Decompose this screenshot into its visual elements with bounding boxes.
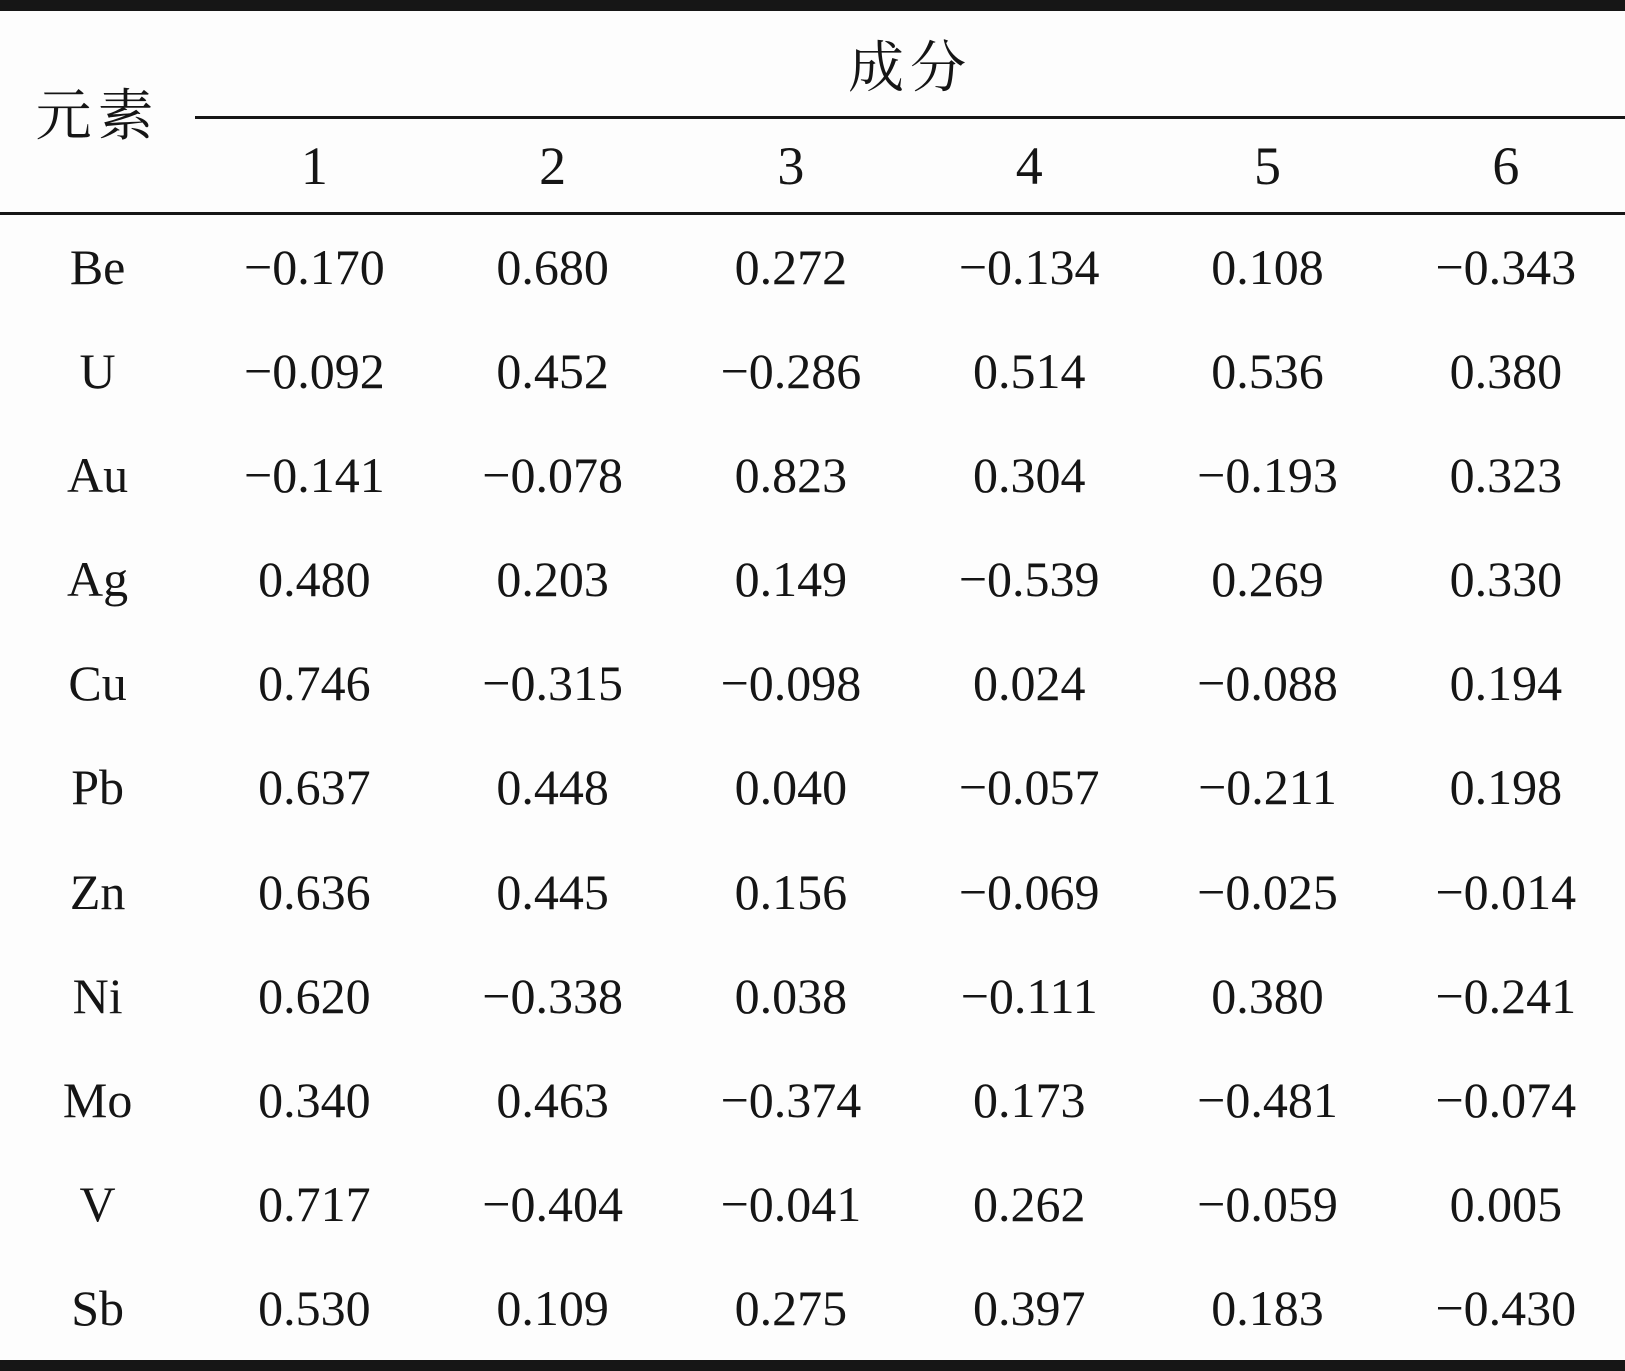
value-cell: 0.746	[258, 655, 371, 712]
value-cell: −0.078	[482, 447, 623, 504]
value-cell: 0.380	[1449, 343, 1563, 400]
element-cell: Mo	[62, 1071, 133, 1128]
element-cell: V	[79, 1175, 116, 1232]
table-row-cu	[0, 631, 1625, 735]
value-cell: −0.241	[1435, 967, 1577, 1024]
value-cell: 0.198	[1449, 759, 1563, 816]
value-cell: −0.343	[1435, 239, 1577, 296]
value-cell: 0.038	[734, 967, 848, 1024]
value-cell: 0.262	[972, 1175, 1086, 1232]
group-header-row	[0, 6, 1625, 118]
value-cell: −0.074	[1435, 1071, 1577, 1128]
element-cell: Be	[69, 239, 126, 296]
col-header-5: 5	[1148, 118, 1386, 214]
col-header-4: 4	[910, 118, 1148, 214]
value-cell: −0.539	[958, 551, 1100, 608]
table-row-u	[0, 319, 1625, 423]
table-row-au	[0, 423, 1625, 527]
col-header-3: 3	[672, 118, 910, 214]
value-cell: −0.170	[244, 239, 385, 296]
table-row-ni	[0, 944, 1625, 1048]
table-row-mo	[0, 1048, 1625, 1152]
value-cell: 0.304	[972, 447, 1086, 504]
table-row-sb	[0, 1256, 1625, 1366]
value-cell: 0.005	[1449, 1175, 1563, 1232]
value-cell: 0.680	[496, 239, 609, 296]
value-cell: 0.040	[734, 759, 848, 816]
element-cell: Ag	[67, 551, 129, 608]
value-cell: −0.088	[1197, 655, 1338, 712]
value-cell: −0.481	[1197, 1071, 1338, 1128]
value-cell: −0.014	[1435, 863, 1577, 920]
table-row-v	[0, 1152, 1625, 1256]
value-cell: 0.275	[734, 1279, 848, 1336]
col-header-1: 1	[195, 118, 433, 214]
value-cell: 0.323	[1449, 447, 1563, 504]
value-cell: −0.211	[1198, 759, 1337, 816]
value-cell: 0.463	[496, 1071, 609, 1128]
value-cell: 0.514	[972, 343, 1086, 400]
value-cell: −0.069	[958, 863, 1100, 920]
value-cell: 0.445	[496, 863, 609, 920]
value-cell: 0.340	[258, 1071, 371, 1128]
element-cell: Pb	[71, 759, 125, 816]
value-cell: −0.059	[1197, 1175, 1338, 1232]
value-cell: −0.111	[960, 967, 1098, 1024]
value-cell: 0.149	[734, 551, 848, 608]
value-cell: 0.173	[972, 1071, 1086, 1128]
table-row-ag	[0, 527, 1625, 631]
element-cell: Au	[67, 447, 129, 504]
table-body	[0, 214, 1625, 1366]
value-cell: −0.193	[1197, 447, 1338, 504]
value-cell: −0.098	[720, 655, 862, 712]
row-header-element: 元素	[0, 6, 195, 214]
value-cell: −0.092	[244, 343, 385, 400]
value-cell: 0.397	[972, 1279, 1086, 1336]
table-row-pb	[0, 735, 1625, 839]
value-cell: 0.620	[258, 967, 371, 1024]
value-cell: −0.404	[482, 1175, 623, 1232]
value-cell: 0.536	[1211, 343, 1324, 400]
value-cell: 0.330	[1449, 551, 1563, 608]
value-cell: 0.194	[1449, 655, 1563, 712]
value-cell: −0.315	[482, 655, 623, 712]
value-cell: 0.452	[496, 343, 609, 400]
element-cell: Ni	[72, 967, 123, 1024]
value-cell: 0.203	[496, 551, 609, 608]
value-cell: −0.374	[720, 1071, 862, 1128]
value-cell: 0.530	[258, 1279, 371, 1336]
value-cell: 0.823	[734, 447, 848, 504]
value-cell: 0.269	[1211, 551, 1324, 608]
value-cell: −0.025	[1197, 863, 1338, 920]
value-cell: −0.141	[244, 447, 385, 504]
col-header-6: 6	[1387, 118, 1625, 214]
value-cell: 0.272	[734, 239, 848, 296]
value-cell: 0.380	[1211, 967, 1324, 1024]
value-cell: 0.637	[258, 759, 371, 816]
column-number-row	[0, 118, 1625, 214]
value-cell: 0.108	[1211, 239, 1324, 296]
value-cell: −0.041	[720, 1175, 862, 1232]
value-cell: −0.286	[720, 343, 862, 400]
value-cell: 0.636	[258, 863, 371, 920]
value-cell: −0.057	[958, 759, 1100, 816]
element-cell: U	[79, 343, 116, 400]
value-cell: −0.134	[958, 239, 1100, 296]
value-cell: 0.448	[496, 759, 609, 816]
table-row-zn	[0, 839, 1625, 943]
column-group-header-component: 成分	[195, 6, 1625, 118]
value-cell: 0.183	[1211, 1279, 1324, 1336]
element-cell: Cu	[68, 655, 127, 712]
col-header-2: 2	[434, 118, 672, 214]
value-cell: 0.024	[972, 655, 1086, 712]
value-cell: 0.480	[258, 551, 371, 608]
value-cell: −0.338	[482, 967, 623, 1024]
value-cell: 0.109	[496, 1279, 609, 1336]
value-cell: 0.156	[734, 863, 848, 920]
element-cell: Sb	[71, 1279, 125, 1336]
value-cell: 0.717	[258, 1175, 371, 1232]
element-cell: Zn	[69, 863, 126, 920]
value-cell: −0.430	[1435, 1279, 1577, 1336]
table-row-be	[0, 214, 1625, 320]
table-header	[0, 6, 1625, 214]
